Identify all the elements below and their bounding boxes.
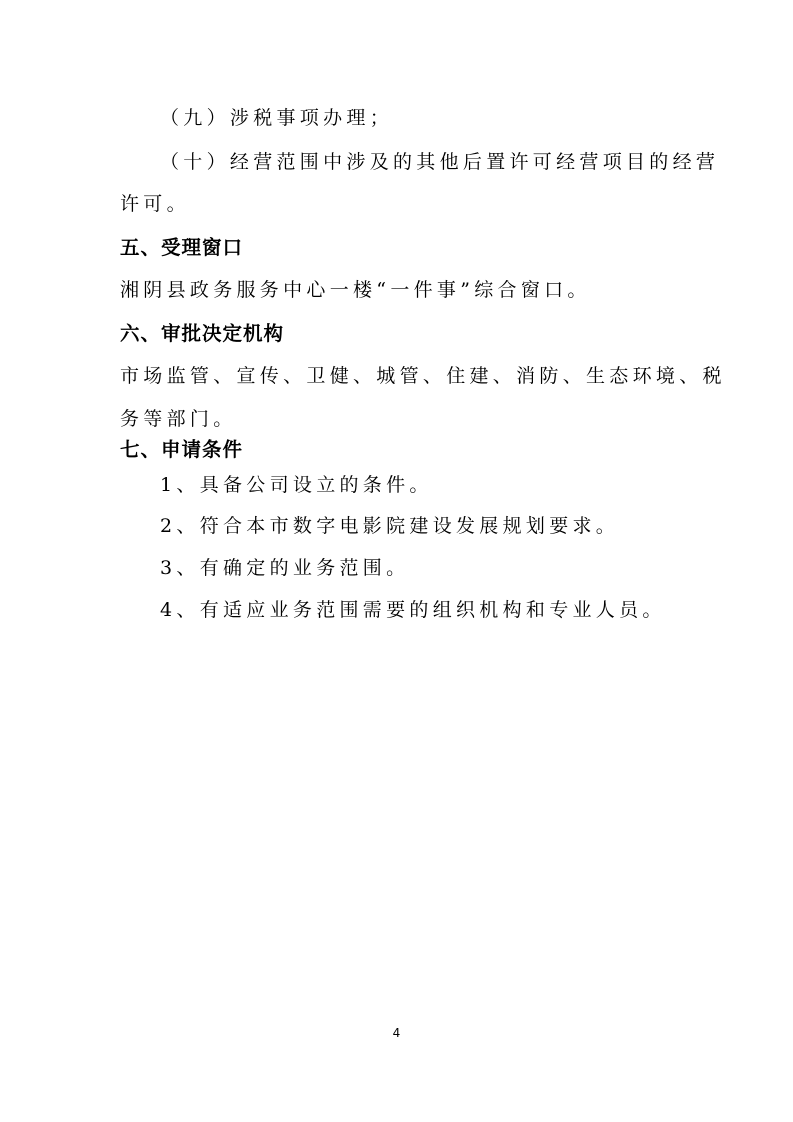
item-other-line2: 许可。 (120, 193, 190, 215)
section6-body-line2: 务等部门。 (120, 408, 237, 430)
section6-body-line1: 市场监管、宣传、卫健、城管、住建、消防、生态环境、税 (120, 365, 726, 387)
condition-item: 2、符合本市数字电影院建设发展规划要求。 (160, 515, 620, 537)
condition-item: 1、具备公司设立的条件。 (160, 474, 433, 496)
condition-item: 4、有适应业务范围需要的组织机构和专业人员。 (160, 599, 666, 621)
item-tax: （九）涉税事项办理； (160, 107, 394, 129)
section7-heading: 七、申请条件 (120, 438, 244, 461)
section5-heading: 五、受理窗口 (120, 236, 244, 259)
section6-heading: 六、审批决定机构 (120, 322, 285, 345)
condition-item: 3、有确定的业务范围。 (160, 557, 410, 579)
section5-body: 湘阴县政务服务中心一楼“一件事”综合窗口。 (120, 279, 591, 301)
item-other-line1: （十）经营范围中涉及的其他后置许可经营项目的经营 (160, 151, 720, 173)
page-number: 4 (392, 1026, 401, 1040)
